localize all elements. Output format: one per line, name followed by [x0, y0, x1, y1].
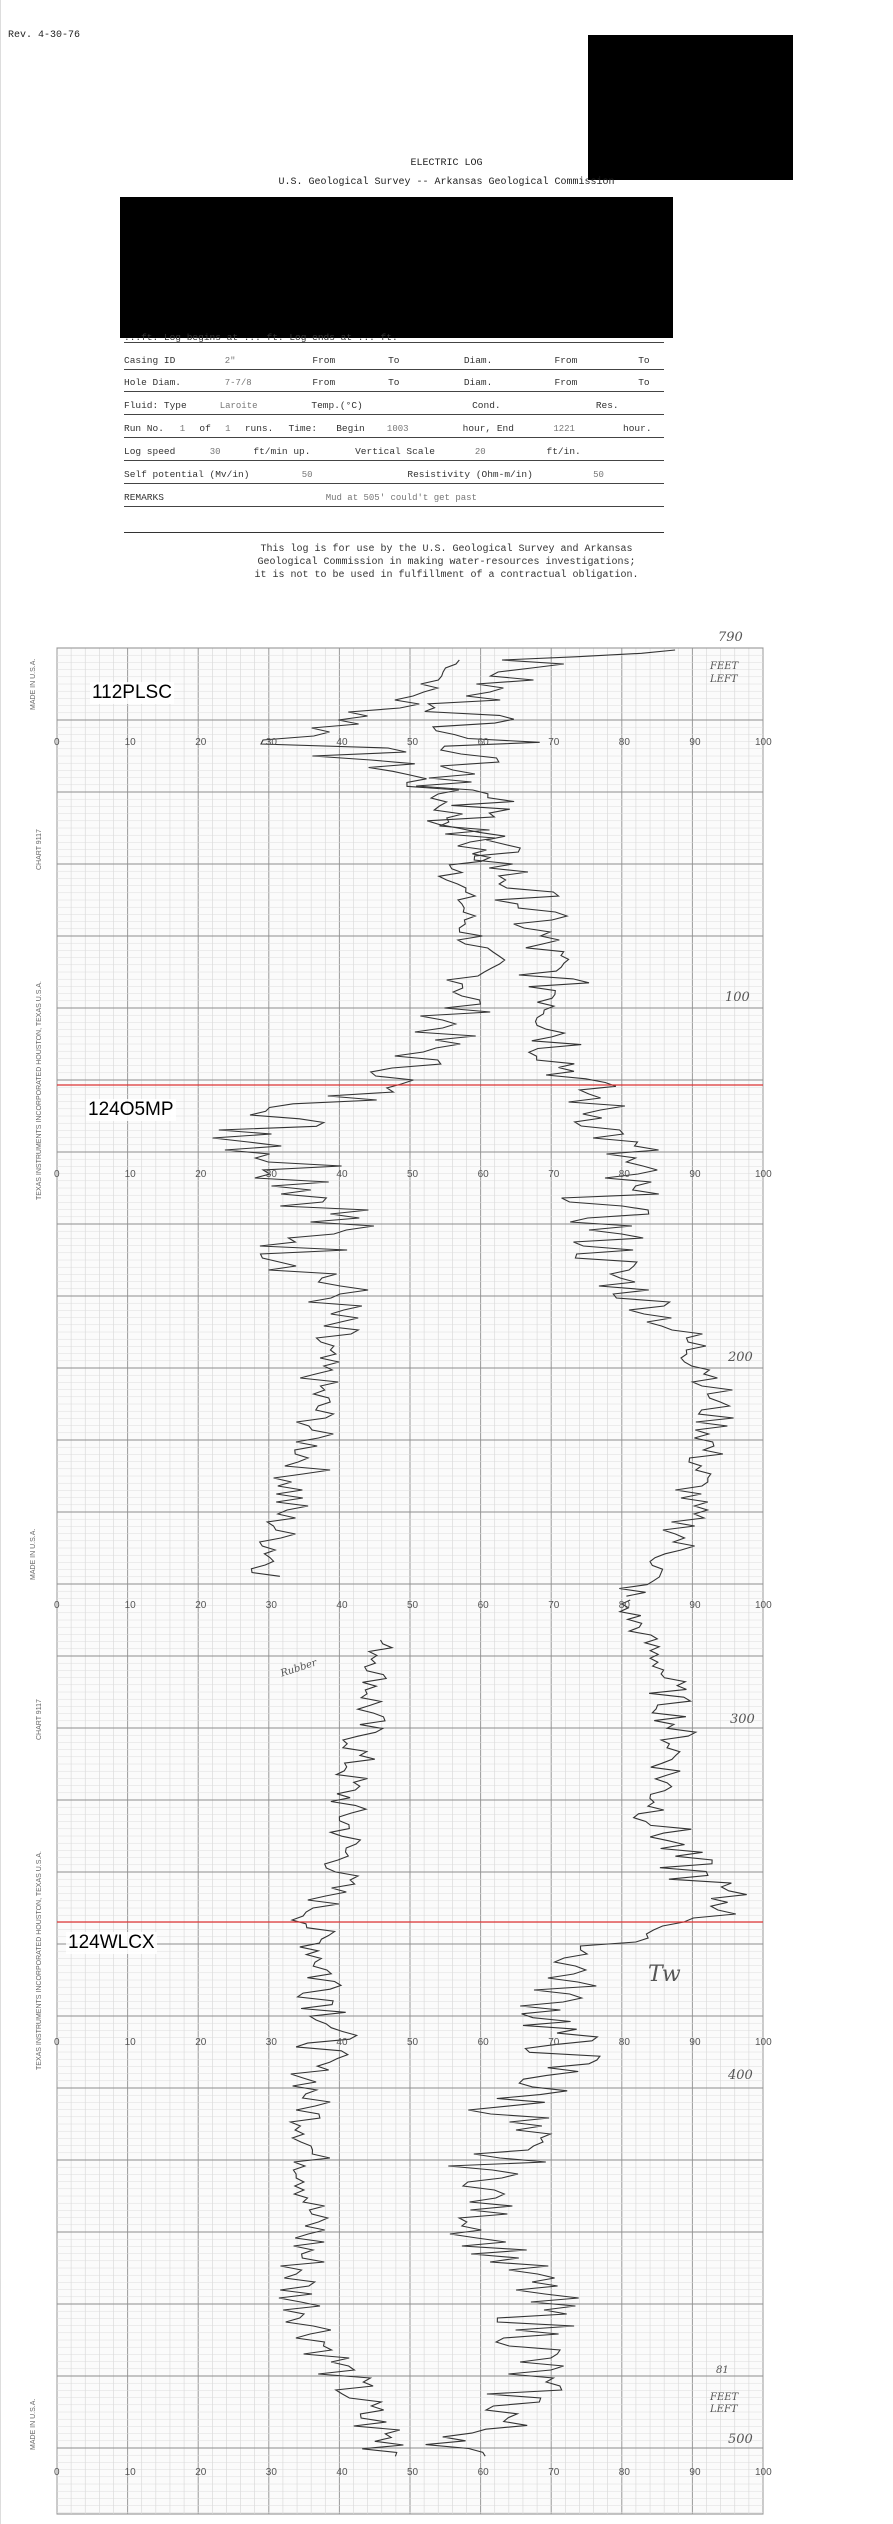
formation-label-1: 112PLSC [92, 682, 172, 703]
top-mark-depth: 790 [718, 630, 743, 645]
top-mark-left: LEFT [710, 674, 738, 685]
depth-label-500: 500 [728, 2432, 753, 2447]
margin-made-in-3: MADE IN U.S.A. [30, 2398, 37, 2450]
speed-unit: ft/min up. [253, 446, 311, 457]
run-begin-value: 1003 [386, 424, 409, 434]
scale-tick-label: 90 [689, 1169, 701, 1180]
hand-note-rubber: Rubber [279, 1657, 319, 1680]
scale-tick-label: 20 [195, 2037, 207, 2048]
run-hour: hour. [623, 423, 652, 434]
scale-tick-label: 20 [195, 1169, 207, 1180]
sp-value: 50 [301, 470, 313, 480]
form-row-fluid [124, 400, 664, 415]
scale-tick-label: 80 [618, 2467, 630, 2478]
run-label: Run No. [124, 423, 164, 434]
scale-tick-label: 40 [336, 737, 348, 748]
run-runs: runs. [244, 423, 274, 434]
sp-label: Self potential (Mv/in) [124, 469, 250, 480]
scale-tick-label: 20 [195, 2467, 207, 2478]
run-hour-end: hour, End [462, 423, 514, 434]
hole-value: 7-7/8 [224, 378, 252, 388]
scale-tick-label: 30 [265, 1600, 277, 1611]
hand-note-tw: Tw [648, 1962, 681, 1987]
hole-to: To [388, 377, 400, 388]
fluid-res: Res. [595, 400, 619, 411]
resistivity-label: Resistivity (Ohm-m/in) [407, 469, 533, 480]
form-row-speed [124, 446, 664, 461]
scale-tick-label: 50 [407, 2037, 419, 2048]
run-total: 1 [225, 424, 231, 434]
scale-tick-label: 40 [336, 1600, 348, 1611]
margin-company-2: TEXAS INSTRUMENTS INCORPORATED HOUSTON, TEXAS U.S.A. [36, 1851, 43, 2070]
scale-tick-label: 80 [618, 2037, 630, 2048]
scale-tick-label: 40 [336, 1169, 348, 1180]
notice-line-1: This log is for use by the U.S. Geological Survey and Arkansas [260, 544, 633, 555]
scale-tick-label: 0 [54, 2467, 60, 2478]
casing-to: To [388, 355, 400, 366]
margin-made-in-2: MADE IN U.S.A. [30, 1528, 37, 1580]
top-mark-feet: FEET [710, 661, 739, 672]
scale-tick-label: 100 [755, 2037, 772, 2048]
run-begin: Begin [336, 423, 365, 434]
scale-tick-label: 80 [618, 1169, 630, 1180]
form-row-log-depth [124, 332, 664, 343]
scale-tick-label: 90 [689, 2467, 701, 2478]
fluid-temp: Temp.(°C) [311, 400, 363, 411]
scale-tick-label: 70 [548, 2037, 560, 2048]
scale-tick-label: 100 [755, 1169, 772, 1180]
margin-chart-no-1: CHART 9117 [36, 829, 43, 870]
scale-tick-label: 80 [618, 737, 630, 748]
usage-notice [0, 543, 893, 582]
speed-label: Log speed [124, 446, 176, 457]
casing-value: 2" [224, 356, 236, 366]
scale-tick-label: 100 [755, 1600, 772, 1611]
formation-label-3: 124WLCX [68, 1932, 155, 1953]
casing-from: From [312, 355, 336, 366]
scale-tick-label: 100 [755, 2467, 772, 2478]
scale-tick-label: 10 [124, 2467, 136, 2478]
depth-label-400: 400 [728, 2068, 753, 2083]
fluid-label: Fluid: Type [124, 400, 187, 411]
form-bottom-rule [124, 532, 664, 533]
casing-diam: Diam. [463, 355, 493, 366]
scale-tick-label: 60 [477, 1600, 489, 1611]
scale-tick-label: 50 [407, 1600, 419, 1611]
form-row-run [124, 423, 664, 438]
resistivity-value: 50 [593, 470, 604, 480]
scale-tick-label: 0 [54, 1169, 60, 1180]
run-end-value: 1221 [553, 424, 575, 434]
formation-label-2: 124O5MP [88, 1099, 174, 1120]
chart-grid [57, 648, 763, 2514]
scale-tick-label: 10 [124, 1600, 136, 1611]
margin-company-1: TEXAS INSTRUMENTS INCORPORATED HOUSTON, TEXAS U.S.A. [36, 981, 43, 1200]
scale-tick-label: 30 [265, 1169, 277, 1180]
fluid-value: Laroite [219, 401, 258, 411]
scale-tick-label: 0 [54, 1600, 60, 1611]
casing-label: Casing ID [124, 355, 176, 366]
vscale-value: 20 [474, 447, 486, 457]
casing-to2: To [638, 355, 650, 366]
scale-tick-label: 10 [124, 2037, 136, 2048]
form-row-sp [124, 469, 664, 484]
hand-note-81: 81 [716, 2365, 729, 2376]
scale-tick-label: 30 [265, 2037, 277, 2048]
speed-value: 30 [209, 447, 221, 457]
hole-to2: To [638, 377, 650, 388]
scale-tick-label: 0 [54, 737, 60, 748]
scale-tick-label: 50 [407, 737, 419, 748]
scale-tick-label: 60 [477, 2037, 489, 2048]
scale-tick-label: 70 [548, 1169, 560, 1180]
scale-tick-label: 10 [124, 737, 136, 748]
run-time: Time: [288, 423, 318, 434]
scale-tick-label: 80 [618, 1600, 630, 1611]
scale-tick-label: 90 [689, 1600, 701, 1611]
electric-log-chart [0, 590, 893, 2524]
log-subtitle: U.S. Geological Survey -- Arkansas Geological Commission [278, 177, 615, 188]
scale-tick-label: 90 [689, 737, 701, 748]
casing-from2: From [554, 355, 578, 366]
scale-tick-label: 40 [336, 2467, 348, 2478]
remarks-value: Mud at 505' could't get past [325, 493, 477, 503]
scale-tick-label: 60 [477, 737, 489, 748]
run-of: of [199, 423, 211, 434]
hole-from: From [312, 377, 336, 388]
scale-tick-label: 10 [124, 1169, 136, 1180]
scale-tick-label: 70 [548, 2467, 560, 2478]
vscale-label: Vertical Scale [355, 446, 435, 457]
fluid-cond: Cond. [472, 400, 501, 411]
hole-diam: Diam. [463, 377, 493, 388]
notice-line-3: it is not to be used in fulfillment of a contractual obligation. [254, 570, 639, 581]
scale-tick-label: 70 [548, 1600, 560, 1611]
scale-tick-label: 90 [689, 2037, 701, 2048]
remarks-label: REMARKS [124, 492, 164, 503]
scale-tick-label: 30 [265, 2467, 277, 2478]
scale-tick-label: 50 [407, 1169, 419, 1180]
scale-tick-label: 100 [755, 737, 772, 748]
notice-line-2: Geological Commission in making water-resources investigations; [257, 557, 636, 568]
scale-tick-label: 40 [336, 2037, 348, 2048]
redacted-block-form [120, 197, 673, 338]
margin-made-in-1: MADE IN U.S.A. [30, 658, 37, 710]
hole-from2: From [554, 377, 578, 388]
scale-tick-label: 60 [477, 1169, 489, 1180]
vscale-unit: ft/in. [546, 446, 581, 457]
scale-tick-label: 50 [407, 2467, 419, 2478]
scale-tick-label: 0 [54, 2037, 60, 2048]
scale-tick-label: 70 [548, 737, 560, 748]
depth-label-200: 200 [728, 1350, 753, 1365]
hand-note-feet: FEET [710, 2392, 739, 2403]
hole-label: Hole Diam. [124, 377, 182, 388]
log-depth-text: ...ft. Log begins at ... ft. Log ends at ... ft. [124, 332, 398, 343]
margin-chart-no-2: CHART 9117 [36, 1699, 43, 1740]
depth-label-100: 100 [725, 990, 750, 1005]
form-row-remarks [124, 492, 664, 507]
log-title: ELECTRIC LOG [410, 158, 483, 169]
run-no: 1 [179, 424, 186, 434]
scale-tick-label: 60 [477, 2467, 489, 2478]
scale-tick-label: 20 [195, 737, 207, 748]
depth-label-300: 300 [730, 1712, 755, 1727]
hand-note-left: LEFT [710, 2404, 738, 2415]
form-row-casing [124, 355, 664, 370]
revision-label: Rev. 4-30-76 [8, 30, 81, 41]
scale-tick-label: 30 [265, 737, 277, 748]
scale-tick-label: 20 [195, 1600, 207, 1611]
form-row-hole [124, 377, 664, 392]
